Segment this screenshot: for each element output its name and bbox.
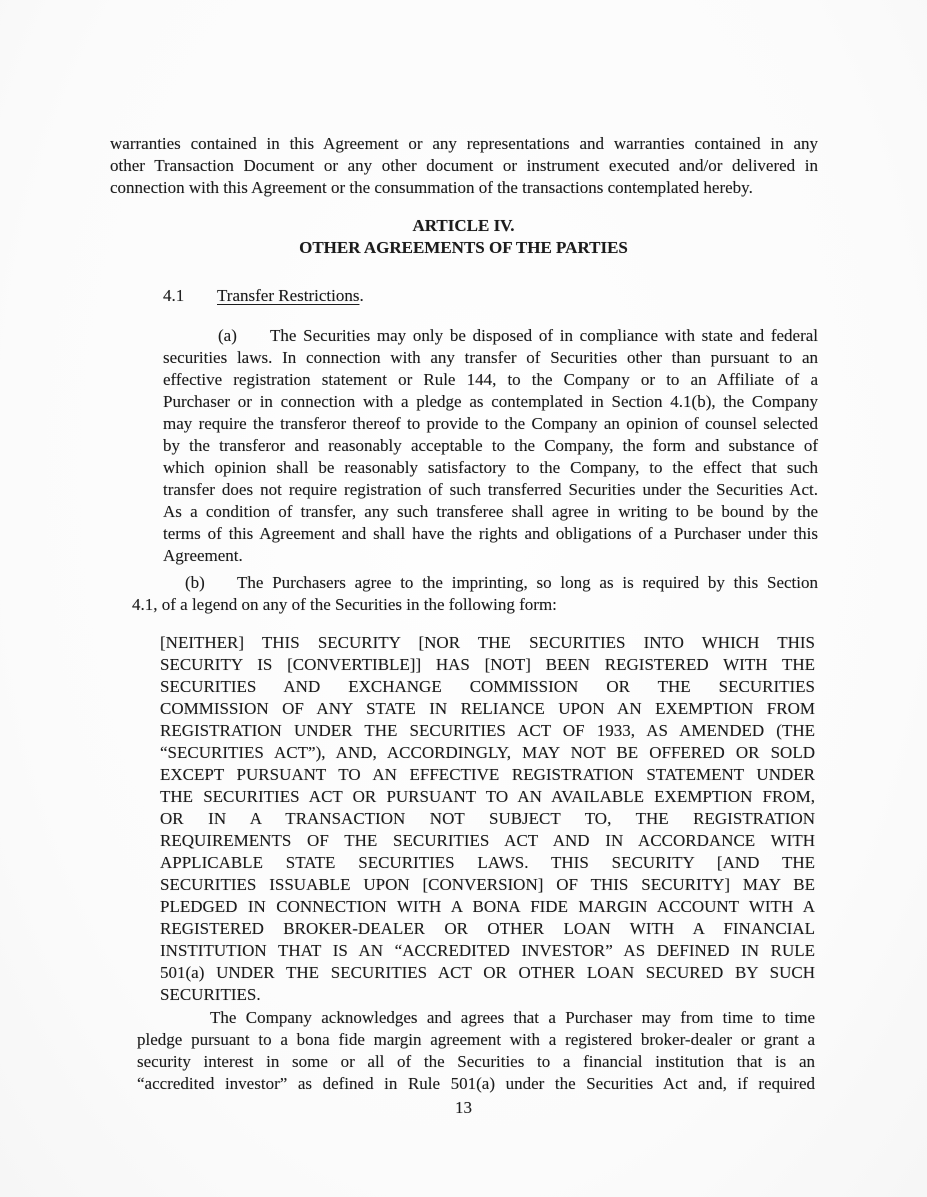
text-line: SECURITY IS [CONVERTIBLE]] HAS [NOT] BEEN REGISTERED WITH THE [160, 655, 815, 674]
section-title: Transfer Restrictions [217, 286, 360, 305]
text-line: [NEITHER] THIS SECURITY [NOR THE SECURITIES INTO WHICH THIS [160, 633, 815, 652]
text-line: SECURITIES ISSUABLE UPON [CONVERSION] OF THIS SECURITY] MAY BE [160, 875, 815, 894]
text-line: Purchaser or in connection with a pledge as contemplated in Section 4.1(b), the Company [163, 392, 818, 411]
paragraph-a-body [163, 347, 818, 567]
text-line: transfer does not require registration of such transferred Securities under the Securities Act. [163, 480, 818, 499]
text-line: may require the transferor thereof to provide to the Company an opinion of counsel selected [163, 414, 818, 433]
text-line: REQUIREMENTS OF THE SECURITIES ACT AND IN ACCORDANCE WITH [160, 831, 815, 850]
text-line: “SECURITIES ACT”), AND, ACCORDINGLY, MAY NOT BE OFFERED OR SOLD [160, 743, 815, 762]
text-line: Agreement. [163, 546, 243, 565]
text-line: “accredited investor” as defined in Rule 501(a) under the Securities Act and, if required [137, 1074, 815, 1093]
text-line: THE SECURITIES ACT OR PURSUANT TO AN AVAILABLE EXEMPTION FROM, [160, 787, 815, 806]
closing-paragraph [137, 1007, 815, 1095]
securities-legend-block [160, 632, 815, 1006]
text-line: effective registration statement or Rule 144, to the Company or to an Affiliate of a [163, 370, 818, 389]
text-line: 4.1, of a legend on any of the Securities in the following form: [132, 595, 557, 614]
text-line: OR IN A TRANSACTION NOT SUBJECT TO, THE REGISTRATION [160, 809, 815, 828]
text-line: terms of this Agreement and shall have the rights and obligations of a Purchaser under this [163, 524, 818, 543]
section-title-period: . [359, 286, 364, 305]
paragraph-b-first-line-text: The Purchasers agree to the imprinting, so long as is required by this Section [237, 573, 818, 592]
closing-paragraph-body [137, 1029, 815, 1095]
text-line: PLEDGED IN CONNECTION WITH A BONA FIDE MARGIN ACCOUNT WITH A [160, 897, 815, 916]
article-heading [0, 215, 927, 259]
text-line: by the transferor and reasonably acceptable to the Company, the form and substance of [163, 436, 818, 455]
text-line: REGISTERED BROKER-DEALER OR OTHER LOAN WITH A FINANCIAL [160, 919, 815, 938]
text-line: As a condition of transfer, any such transferee shall agree in writing to be bound by the [163, 502, 818, 521]
text-line: INSTITUTION THAT IS AN “ACCREDITED INVESTOR” AS DEFINED IN RULE [160, 941, 815, 960]
text-line: warranties contained in this Agreement or any representations and warranties contained in any [110, 134, 818, 153]
intro-paragraph [110, 133, 818, 199]
text-line: which opinion shall be reasonably satisfactory to the Company, to the effect that such [163, 458, 818, 477]
text-line: REGISTRATION UNDER THE SECURITIES ACT OF 1933, AS AMENDED (THE [160, 721, 815, 740]
paragraph-b [132, 572, 818, 616]
text-line: SECURITIES. [160, 985, 261, 1004]
paragraph-a-first-line [163, 325, 818, 347]
text-line: other Transaction Document or any other document or instrument executed and/or delivered in [110, 156, 818, 175]
paragraph-a-marker: (a) [218, 326, 237, 345]
article-heading-line-2: OTHER AGREEMENTS OF THE PARTIES [299, 238, 628, 257]
page-number: 13 [455, 1098, 472, 1117]
paragraph-a [163, 325, 818, 567]
text-line: securities laws. In connection with any transfer of Securities other than pursuant to an [163, 348, 818, 367]
closing-paragraph-first-line: The Company acknowledges and agrees that a Purchaser may from time to time [210, 1008, 815, 1027]
text-line: COMMISSION OF ANY STATE IN RELIANCE UPON AN EXEMPTION FROM [160, 699, 815, 718]
section-number: 4.1 [163, 286, 185, 305]
text-line: 501(a) UNDER THE SECURITIES ACT OR OTHER LOAN SECURED BY SUCH [160, 963, 815, 982]
text-line: APPLICABLE STATE SECURITIES LAWS. THIS SECURITY [AND THE [160, 853, 815, 872]
text-line: pledge pursuant to a bona fide margin agreement with a registered broker-dealer or grant a [137, 1030, 815, 1049]
paragraph-a-first-line-text: The Securities may only be disposed of in compliance with state and federal [270, 326, 818, 345]
section-4-1-heading [163, 285, 818, 307]
paragraph-b-body [132, 594, 818, 616]
text-line: SECURITIES AND EXCHANGE COMMISSION OR THE SECURITIES [160, 677, 815, 696]
paragraph-b-marker: (b) [185, 573, 205, 592]
text-line: connection with this Agreement or the consummation of the transactions contemplated hereby. [110, 178, 753, 197]
paragraph-b-first-line [132, 572, 818, 594]
text-line: security interest in some or all of the Securities to a financial institution that is an [137, 1052, 815, 1071]
article-heading-line-1: ARTICLE IV. [412, 216, 515, 235]
text-line: EXCEPT PURSUANT TO AN EFFECTIVE REGISTRATION STATEMENT UNDER [160, 765, 815, 784]
